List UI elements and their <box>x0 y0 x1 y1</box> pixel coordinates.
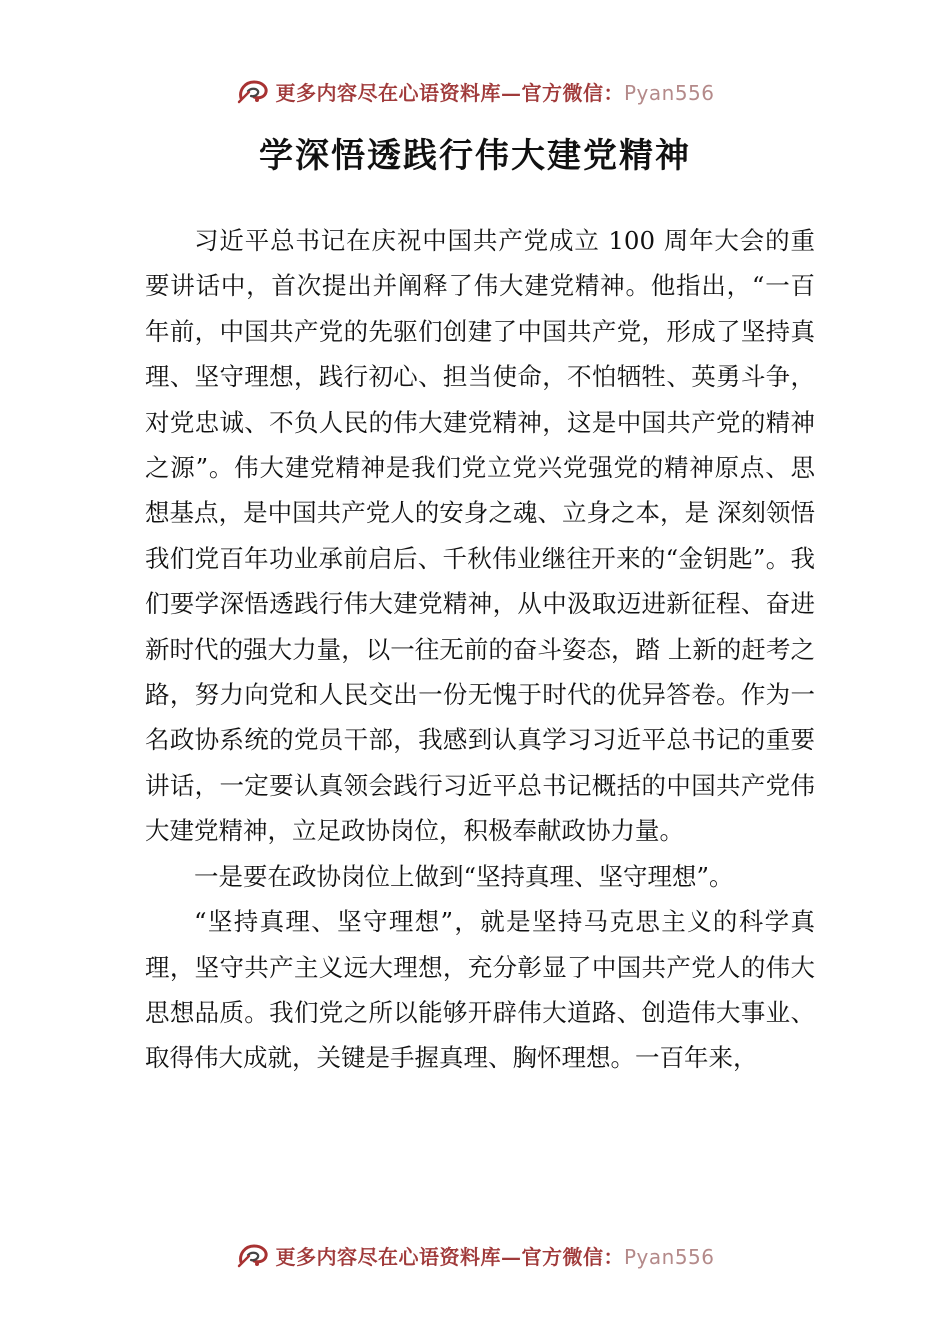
header-watermark <box>0 76 950 106</box>
watermark-label: 更多内容尽在心语资料库—官方微信： <box>275 80 624 105</box>
watermark-account: Pyan556 <box>623 80 715 105</box>
watermark-text <box>275 77 714 106</box>
watermark-label: 更多内容尽在心语资料库—官方微信： <box>275 1244 624 1269</box>
footer-watermark <box>0 1240 950 1270</box>
page-title: 学深悟透践行伟大建党精神 <box>259 136 691 176</box>
paragraph-truth-ideal: “坚持真理、坚守理想”，就是坚持马克思主义的科学真理，坚守共产主义远大理想，充分彰显了中国共产党人的伟大思想品质。我们党之所以能够开辟伟大道路、创造伟大事业、取得伟大成就，关键是手握真理、胸怀理想。一百年来， <box>145 907 815 1073</box>
watermark-account: Pyan556 <box>623 1244 715 1269</box>
paragraph-intro: 习近平总书记在庆祝中国共产党成立 100 周年大会的重要讲话中，首次提出并阐释了伟大建党精神。他指出，“一百年前，中国共产党的先驱们创建了中国共产党，形成了坚持真理、坚守理想，践行初心、担当使命，不怕牺牲、英勇斗争，对党忠诚、不负人民的伟大建党精神，这是中国共产党的精神之源”。伟大建党精神是我们党立党兴党强党的精神原点、思想基点，是中国共产党人的安身之魂、立身之本，是 深刻领悟我们党百年功业承前启后、千秋伟业继往开来的“金钥匙”。我们要学深悟透践行伟大建党精神，从中汲取迈进新征程、奋进新时代的强大力量，以一往无前的奋斗姿态，踏 上新的赶考之路，努力向党和人民交出一份无愧于时代的优异答卷。作为一名政协系统的党员干部，我感到认真学习习近平总书记的重要讲话，一定要认真领会践行习近平总书记概括的中国共产党伟大建党精神，立足政协岗位，积极奉献政协力量。 <box>145 226 815 846</box>
document-body <box>145 218 815 1081</box>
brush-logo-icon <box>235 1240 271 1270</box>
watermark-text <box>275 1241 714 1270</box>
brush-logo-icon <box>235 76 271 106</box>
paragraph-heading-one: 一是要在政协岗位上做到“坚持真理、坚守理想”。 <box>194 861 734 891</box>
